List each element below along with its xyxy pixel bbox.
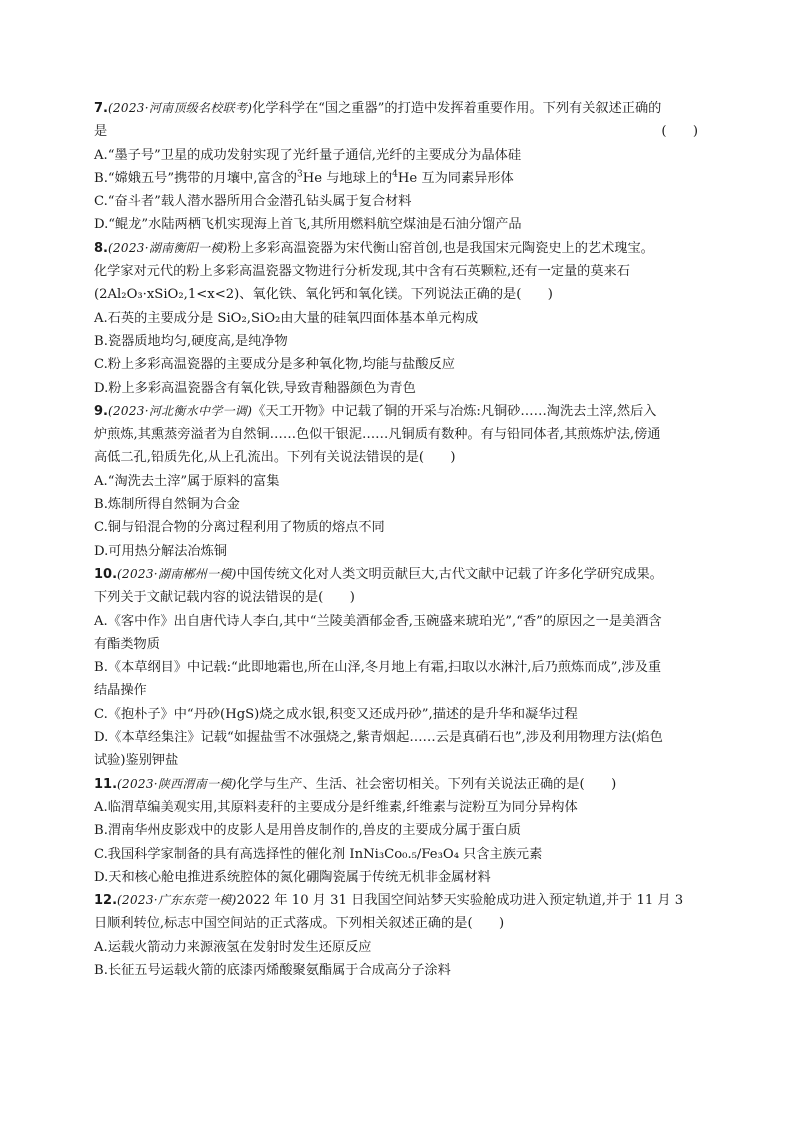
exam-page — [94, 97, 700, 982]
question-stem-text: 日顺利转位,标志中国空间站的正式落成。下列相关叙述正确的是( ) — [94, 916, 505, 932]
question-stem-text: 化学科学在“国之重器”的打造中发挥着重要作用。下列有关叙述正确的 — [252, 101, 662, 116]
question-8 — [94, 237, 700, 400]
question-10 — [94, 563, 700, 773]
question-12-stem: 12.(2023·广东东莞一模)2022 年 10 月 31 日我国空间站梦天实验舱成功进入预定轨道,并于 11 月 3 — [94, 893, 684, 909]
option-b: B.渭南华州皮影戏中的皮影人是用兽皮制作的,兽皮的主要成分属于蛋白质 — [94, 823, 521, 839]
option-b: B.《本草纲目》中记载:“此即地霜也,所在山泽,冬月地上有霜,扫取以水淋汁,后乃煎炼而成”,涉及重 — [94, 660, 662, 676]
question-7-stem-cont — [94, 120, 700, 143]
question-source: (2023·湖南衡阳一模) — [108, 240, 228, 255]
question-number: 9 — [94, 403, 104, 419]
mass-number: 4 — [392, 169, 398, 180]
question-11 — [94, 773, 700, 889]
option-d-cont: 试验)鉴别钾盐 — [94, 753, 179, 769]
option-a-cont: 有酯类物质 — [94, 636, 160, 652]
option-a: A.《客中作》出自唐代诗人李白,其中“兰陵美酒郁金香,玉碗盛来琥珀光”,“香”的原因之一是美酒含 — [94, 613, 662, 629]
question-source: (2023·陕西渭南一模) — [117, 776, 237, 791]
question-7-stem: 7.(2023·河南顶级名校联考)化学科学在“国之重器”的打造中发挥着重要作用。下列有关叙述正确的 — [94, 101, 662, 116]
option-a: A.临渭草编美观实用,其原料麦秆的主要成分是纤维素,纤维素与淀粉互为同分异构体 — [94, 799, 578, 815]
option-a: A.运载火箭动力来源液氢在发射时发生还原反应 — [94, 939, 372, 955]
option-c: C.铜与铅混合物的分离过程利用了物质的熔点不同 — [94, 520, 385, 536]
option-b: B.炼制所得自然铜为合金 — [94, 497, 240, 513]
question-number: 10 — [94, 566, 113, 582]
question-10-stem: 10.(2023·湖南郴州一模)中国传统文化对人类文明贡献巨大,古代文献中记载了许多化学研究成果。 — [94, 566, 663, 582]
option-b-cont: 结晶操作 — [94, 683, 147, 699]
question-source: (2023·河北衡水中学一调) — [108, 403, 253, 418]
option-a: A.“墨子号”卫星的成功发射实现了光纤量子通信,光纤的主要成分为晶体硅 — [94, 147, 522, 163]
answer-blank: ( ) — [661, 124, 698, 140]
question-stem-text: 2022 年 10 月 31 日我国空间站梦天实验舱成功进入预定轨道,并于 11 月 3 — [236, 893, 684, 909]
question-source: (2023·湖南郴州一模) — [117, 566, 237, 581]
option-b: B.“嫦娥五号”携带的月壤中,富含的$^3$He 与地球上的$^4$He 互为同素异形体 — [94, 169, 514, 186]
question-stem-text: 高低二孔,铅质先化,从上孔流出。下列有关说法错误的是( ) — [94, 450, 456, 466]
option-c: C.“奋斗者”载人潜水器所用合金潜孔钻头属于复合材料 — [94, 194, 412, 210]
option-d: D.《本草经集注》记载“如握盐雪不冰强烧之,紫青烟起……云是真硝石也”,涉及利用物理方法(焰色 — [94, 730, 663, 746]
mass-number: 3 — [297, 169, 303, 180]
question-7 — [94, 97, 700, 237]
question-9 — [94, 400, 700, 563]
question-stem-text: (2Al₂O₃·xSiO₂,1<x<2)、氧化铁、氧化钙和氧化镁。下列说法正确的是( ) — [94, 287, 553, 303]
question-11-stem: 11.(2023·陕西渭南一模)化学与生产、生活、社会密切相关。下列有关说法正确的是( ) — [94, 776, 617, 792]
option-d: D.“鲲龙”水陆两栖飞机实现海上首飞,其所用燃料航空煤油是石油分馏产品 — [94, 217, 522, 233]
question-stem-text: 化学与生产、生活、社会密切相关。下列有关说法正确的是( ) — [236, 776, 617, 792]
question-12 — [94, 889, 700, 982]
option-b: B.瓷器质地均匀,硬度高,是纯净物 — [94, 333, 288, 349]
question-source: (2023·河南顶级名校联考) — [108, 101, 253, 115]
question-number: 11 — [94, 776, 113, 792]
question-number: 7 — [94, 101, 104, 116]
question-number: 12 — [94, 893, 113, 909]
option-b: B.长征五号运载火箭的底漆丙烯酸聚氨酯属于合成高分子涂料 — [94, 962, 451, 978]
question-stem-text: 是 — [94, 124, 108, 140]
question-source: (2023·广东东莞一模) — [117, 893, 237, 908]
option-d: D.可用热分解法冶炼铜 — [94, 543, 227, 559]
option-c: C.《抱朴子》中“丹砂(HgS)烧之成水银,积变又还成丹砂”,描述的是升华和凝华过程 — [94, 706, 578, 722]
option-a: A.“淘洗去土滓”属于原料的富集 — [94, 473, 280, 489]
option-d: D.粉上多彩高温瓷器含有氧化铁,导致青釉器颜色为青色 — [94, 380, 416, 396]
question-stem-text: 《天工开物》中记载了铜的开采与冶炼:凡铜砂……淘洗去土滓,然后入 — [252, 403, 657, 419]
question-9-stem: 9.(2023·河北衡水中学一调)《天工开物》中记载了铜的开采与冶炼:凡铜砂……淘洗去土滓,然后入 — [94, 403, 657, 419]
question-stem-text: 炉煎炼,其熏蒸旁溢者为自然铜……色似干银泥……凡铜质有数种。有与铅同体者,其煎炼炉法,傍通 — [94, 427, 661, 443]
question-stem-text: 中国传统文化对人类文明贡献巨大,古代文献中记载了许多化学研究成果。 — [236, 566, 663, 582]
option-a: A.石英的主要成分是 SiO₂,SiO₂由大量的硅氧四面体基本单元构成 — [94, 310, 479, 326]
option-c: C.我国科学家制备的具有高选择性的催化剂 InNi₃Co₀.₅/Fe₃O₄ 只含主族元素 — [94, 846, 543, 862]
option-c: C.粉上多彩高温瓷器的主要成分是多种氧化物,均能与盐酸反应 — [94, 357, 455, 373]
question-number: 8 — [94, 240, 104, 256]
question-8-stem: 8.(2023·湖南衡阳一模)粉上多彩高温瓷器为宋代衡山窑首创,也是我国宋元陶瓷史上的艺术瑰宝。 — [94, 240, 654, 256]
question-stem-text: 化学家对元代的粉上多彩高温瓷器文物进行分析发现,其中含有石英颗粒,还有一定量的莫来石 — [94, 264, 630, 280]
question-stem-text: 下列关于文献记载内容的说法错误的是( ) — [94, 590, 355, 606]
option-d: D.天和核心舱电推进系统腔体的氮化硼陶瓷属于传统无机非金属材料 — [94, 869, 491, 885]
question-stem-text: 粉上多彩高温瓷器为宋代衡山窑首创,也是我国宋元陶瓷史上的艺术瑰宝。 — [227, 240, 654, 256]
